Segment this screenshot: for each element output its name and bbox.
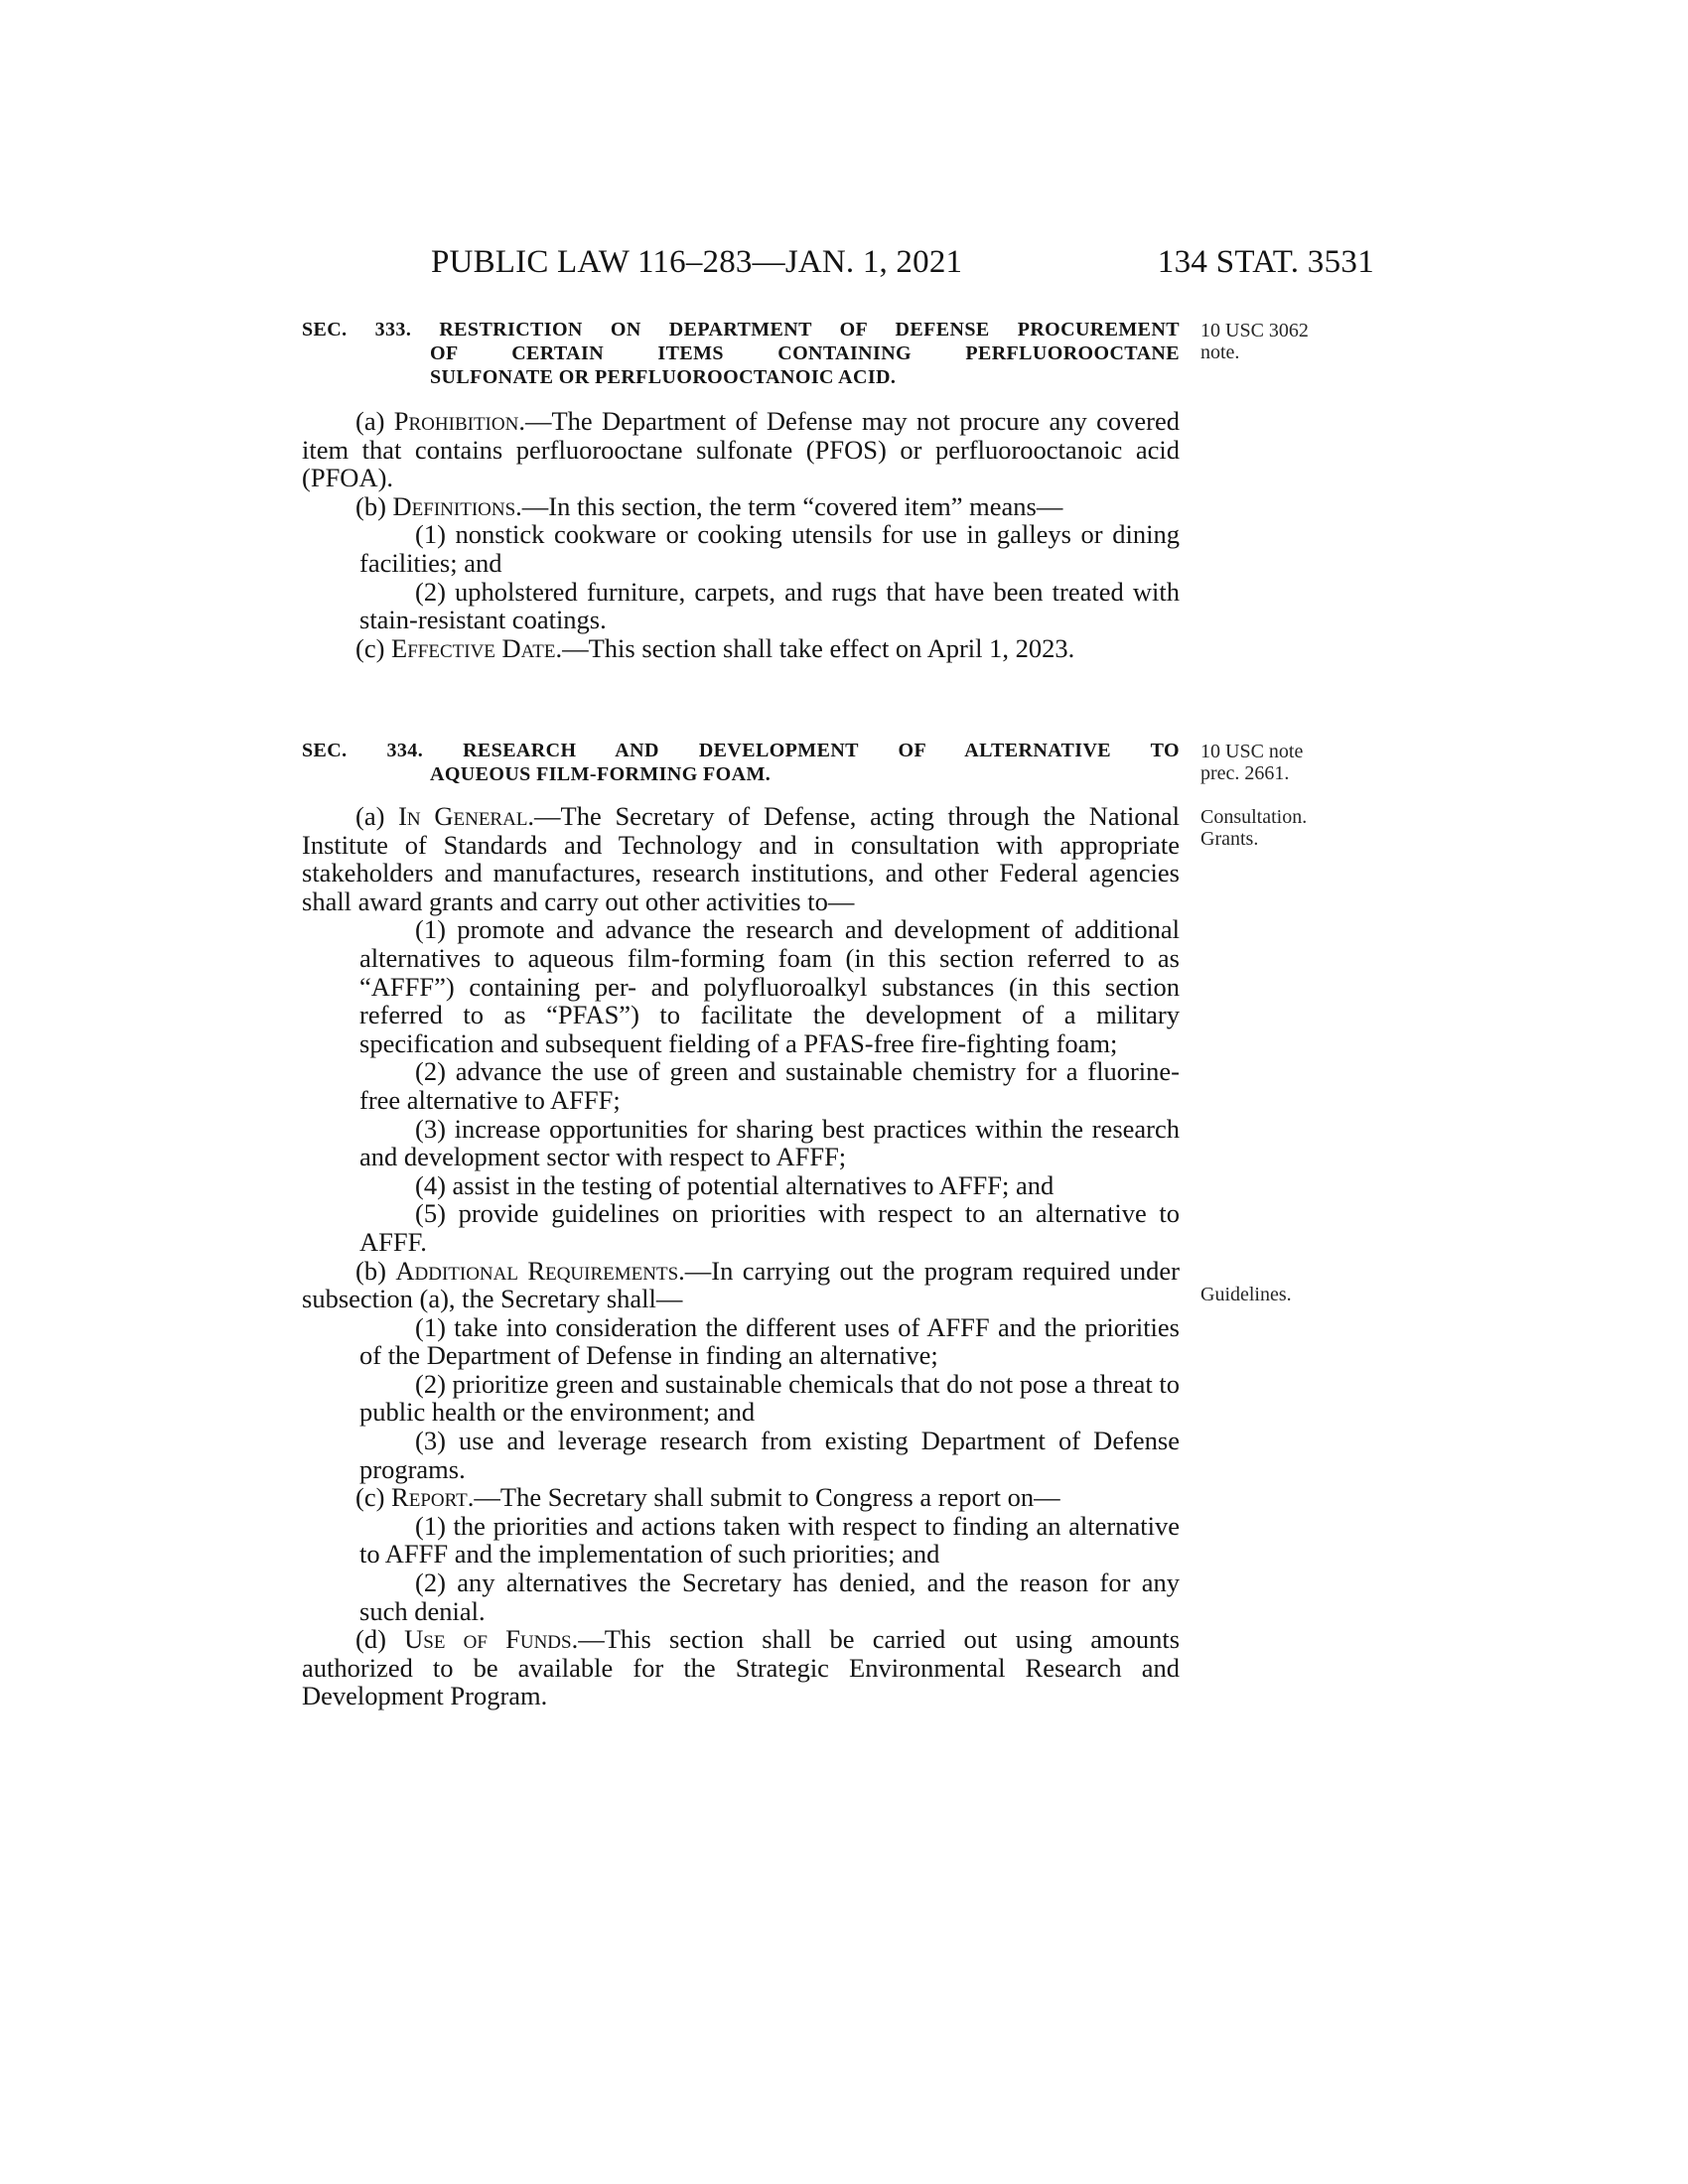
sec-333-subsection-c: (c) Effective Date.—This section shall take effect on April 1, 2023. [355, 632, 1075, 663]
subsection-text: —In carrying out the program required under subsection (a), the Secretary shall— [302, 1255, 1180, 1314]
subsection-text: —The Secretary shall submit to Congress a report on— [474, 1482, 1060, 1513]
stat-page-number: 134 STAT. 3531 [1157, 244, 1374, 280]
subsection-text: —This section shall be carried out using amounts authorized to be available for the Strategic Environmental Research and Development Program. [302, 1624, 1181, 1711]
sec-333-paragraph-b2: (2) upholstered furniture, carpets, and rugs that have been treated with stain-resistant coatings. [359, 576, 1180, 635]
sec-334-subsection-b: (b) Additional Requirements.—In carrying out the program required under subsection (a), the Secretary shall— [302, 1255, 1180, 1314]
sec-334-subsection-a: (a) In General.—The Secretary of Defense, acting through the National Institute of Standards and Technology and in consultation with appropriate stakeholders and manufactures, research institutions, and other Federal agencies shall award grants and carry out other activities to— [302, 801, 1180, 916]
sec-334-margin-note-consultation [1200, 806, 1339, 850]
sec-334-heading-line-2: AQUEOUS FILM-FORMING FOAM. [430, 763, 772, 785]
subsection-caption: In General. [398, 801, 535, 831]
margin-note-line: note. [1200, 341, 1240, 363]
sec-334-body [302, 802, 1180, 1710]
sec-334-paragraph-a5: (5) provide guidelines on priorities with respect to an alternative to AFFF. [359, 1198, 1180, 1257]
subsection-text: —In this section, the term “covered item” means— [521, 490, 1063, 521]
sec-334-paragraph-b1: (1) take into consideration the different uses of AFFF and the priorities of the Department of Defense in finding an alternative; [359, 1311, 1180, 1371]
subsection-text: —This section shall take effect on April 1, 2023. [562, 632, 1075, 663]
sec-334-paragraph-a2: (2) advance the use of green and sustainable chemistry for a fluorine-free alternative to AFFF; [359, 1056, 1180, 1115]
subsection-caption: Effective Date. [391, 632, 563, 663]
subsection-caption: Prohibition. [393, 406, 525, 436]
subsection-caption: Additional Requirements. [395, 1255, 685, 1286]
subsection-caption: Report. [391, 1482, 475, 1513]
running-head-title: PUBLIC LAW 116–283—JAN. 1, 2021 [431, 244, 963, 280]
sec-334-subsection-d: (d) Use of Funds.—This section shall be carried out using amounts authorized to be available for the Strategic Environmental Research and Development Program. [302, 1624, 1181, 1711]
running-header [302, 244, 1374, 288]
sec-333-heading-line-1: SEC. 333. RESTRICTION ON DEPARTMENT OF DEFENSE PROCUREMENT [302, 319, 1180, 341]
sec-333-paragraph-b1: (1) nonstick cookware or cooking utensils for use in galleys or dining facilities; and [359, 519, 1180, 578]
sec-334-paragraph-b3: (3) use and leverage research from existing Department of Defense programs. [359, 1426, 1180, 1484]
sec-334-paragraph-b2: (2) prioritize green and sustainable chemicals that do not pose a threat to public health or the environment; and [359, 1368, 1180, 1428]
sec-334-paragraph-a4: (4) assist in the testing of potential alternatives to AFFF; and [415, 1169, 1055, 1200]
sec-334-paragraph-a1: (1) promote and advance the research and development of additional alternatives to aqueous film-forming foam (in this section referred to as “AFFF”) containing per- and polyfluoroalkyl substances (in this section referred to as “PFAS”) to facilitate the development of a military specification and subsequent fielding of a PFAS-free fire-fighting foam; [359, 914, 1180, 1058]
sec-334-heading [302, 739, 1180, 786]
sec-334-margin-note [1200, 741, 1339, 784]
sec-334-paragraph-c1: (1) the priorities and actions taken with respect to finding an alternative to AFFF and the implementation of such priorities; and [359, 1510, 1180, 1570]
margin-note-line: Consultation. [1200, 806, 1308, 828]
sec-333-heading-line-3: SULFONATE OR PERFLUOROOCTANOIC ACID. [430, 366, 897, 388]
sec-334-paragraph-c2: (2) any alternatives the Secretary has denied, and the reason for any such denial. [359, 1568, 1180, 1626]
sec-333-subsection-b: (b) Definitions.—In this section, the term “covered item” means— [355, 490, 1063, 521]
subsection-text: —The Secretary of Defense, acting through the National Institute of Standards and Technology and in consultation with appropriate stakeholders and manufactures, research institutions, and other Federal agencies shall award grants and carry out other activities to— [302, 801, 1180, 916]
margin-note-line: prec. 2661. [1200, 762, 1290, 784]
sec-334-paragraph-a3: (3) increase opportunities for sharing best practices within the research and development sector with respect to AFFF; [359, 1113, 1180, 1172]
sec-334-margin-note-guidelines: Guidelines. [1200, 1284, 1292, 1305]
sec-333-heading-line-2: OF CERTAIN ITEMS CONTAINING PERFLUOROOCTANE [430, 342, 1180, 364]
sec-334-heading-line-1: SEC. 334. RESEARCH AND DEVELOPMENT OF ALTERNATIVE TO [302, 740, 1180, 761]
sec-333-body [302, 407, 1180, 662]
margin-note-line: 10 USC note [1200, 741, 1304, 762]
margin-note-line: 10 USC 3062 [1200, 320, 1309, 341]
subsection-text: —The Department of Defense may not procure any covered item that contains perfluorooctane sulfonate (PFOS) or perfluorooctanoic acid (PFOA). [302, 406, 1180, 493]
sec-333-margin-note [1200, 320, 1339, 363]
subsection-caption: Use of Funds. [404, 1624, 579, 1655]
sec-334-subsection-c: (c) Report.—The Secretary shall submit to Congress a report on— [355, 1482, 1060, 1513]
sec-333-subsection-a: (a) Prohibition.—The Department of Defense may not procure any covered item that contains perfluorooctane sulfonate (PFOS) or perfluorooctanoic acid (PFOA). [302, 406, 1180, 493]
margin-note-line: Grants. [1200, 828, 1259, 850]
sec-333-heading [302, 318, 1180, 389]
subsection-caption: Definitions. [392, 490, 522, 521]
